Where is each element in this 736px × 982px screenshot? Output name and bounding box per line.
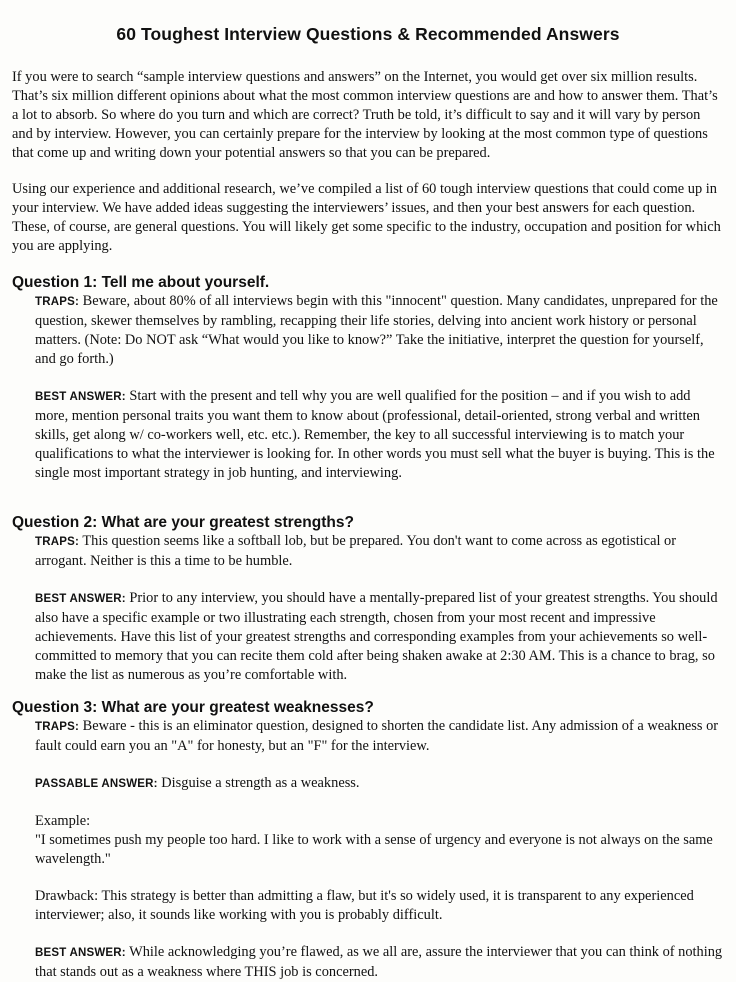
question-3-best-answer bbox=[35, 943, 724, 982]
page-title: 60 Toughest Interview Questions & Recommended Answers bbox=[116, 24, 620, 44]
question-2-heading: Question 2: What are your greatest strengths? bbox=[12, 514, 354, 531]
best-answer-text: Start with the present and tell why you are well qualified for the position – and if you wish to add more, mention personal traits you want them to know about (professional, detail-oriented, strong verbal and written skills, get along w/ co-workers well, etc. etc.). Remember, the key to all successful interviewing is to match your qualifications to what the interviewer is looking for. In other words you must sell what the buyer is buying. This is the single most important strategy in job hunting, and interviewing. bbox=[35, 388, 715, 481]
best-answer-label: BEST ANSWER: bbox=[35, 593, 126, 605]
best-answer-text: While acknowledging you’re flawed, as we all are, assure the interviewer that you can think of nothing that stands out as a weakness where THIS job is concerned. bbox=[35, 944, 723, 980]
question-3-body bbox=[12, 717, 724, 982]
question-3-passable-answer bbox=[35, 774, 724, 794]
question-3-drawback: Drawback: This strategy is better than admitting a flaw, but it's so widely used, it is transparent to any experienced interviewer; also, it sounds like working with you is probably difficult. bbox=[35, 888, 694, 923]
question-1-section bbox=[12, 273, 724, 483]
question-1-heading: Question 1: Tell me about yourself. bbox=[12, 274, 270, 291]
question-3-traps bbox=[35, 717, 724, 756]
question-3-heading: Question 3: What are your greatest weaknesses? bbox=[12, 699, 374, 716]
example-label: Example: bbox=[35, 813, 91, 829]
question-1-best-answer bbox=[35, 387, 724, 483]
question-2-traps bbox=[35, 532, 724, 571]
question-2-best-answer bbox=[35, 589, 724, 685]
traps-text: This question seems like a softball lob, but be prepared. You don't want to come across as egotistical or arrogant. Neither is this a time to be humble. bbox=[35, 533, 677, 569]
best-answer-label: BEST ANSWER: bbox=[35, 391, 126, 403]
best-answer-label: BEST ANSWER: bbox=[35, 947, 126, 959]
question-2-section bbox=[12, 513, 724, 685]
question-3-example bbox=[35, 812, 724, 869]
traps-text: Beware - this is an eliminator question, designed to shorten the candidate list. Any admission of a weakness or fault could earn you an "A" for honesty, but an "F" for the interview. bbox=[35, 718, 719, 754]
traps-label: TRAPS: bbox=[35, 536, 80, 548]
intro-paragraph-1: If you were to search “sample interview questions and answers” on the Internet, you would get over six million results. That’s six million different opinions about what the most common interview questions are and how to answer them. That’s a lot to absorb. So where do you turn and which are correct? Truth be told, it’s difficult to say and it will vary by person and by interview. However, you can certainly prepare for the interview by looking at the most common type of questions that come up and writing down your potential answers so that you can be prepared. bbox=[12, 69, 718, 161]
traps-label: TRAPS: bbox=[35, 721, 80, 733]
question-2-body bbox=[12, 532, 724, 685]
passable-answer-label: PASSABLE ANSWER: bbox=[35, 778, 158, 790]
traps-label: TRAPS: bbox=[35, 296, 80, 308]
question-3-section bbox=[12, 698, 724, 982]
question-1-body bbox=[12, 292, 724, 483]
traps-text: Beware, about 80% of all interviews begin with this "innocent" question. Many candidates, unprepared for the question, skewer themselves by rambling, recapping their life stories, delving into ancient work history or personal matters. (Note: Do NOT ask “What would you like to know?” Take the initiative, interpret the question for yourself, and go forth.) bbox=[35, 293, 718, 367]
intro-paragraph-2: Using our experience and additional research, we’ve compiled a list of 60 tough interview questions that could come up in your interview. We have added ideas suggesting the interviewers’ issues, and then your best answers for each question. These, of course, are general questions. You will likely get some specific to the industry, occupation and position for which you are applying. bbox=[12, 181, 721, 254]
example-text: "I sometimes push my people too hard. I like to work with a sense of urgency and everyone is not always on the same wavelength." bbox=[35, 832, 713, 867]
passable-answer-text: Disguise a strength as a weakness. bbox=[157, 775, 360, 791]
question-1-traps bbox=[35, 292, 724, 369]
best-answer-text: Prior to any interview, you should have a mentally-prepared list of your greatest strengths. You should also have a specific example or two illustrating each strength, chosen from your most recent and impressive achievements. Have this list of your greatest strengths and corresponding examples from your achievements so well-committed to memory that you can recite them cold after being shaken awake at 2:30 AM. This is a chance to brag, so make the list as numerous as you’re comfortable with. bbox=[35, 590, 718, 683]
